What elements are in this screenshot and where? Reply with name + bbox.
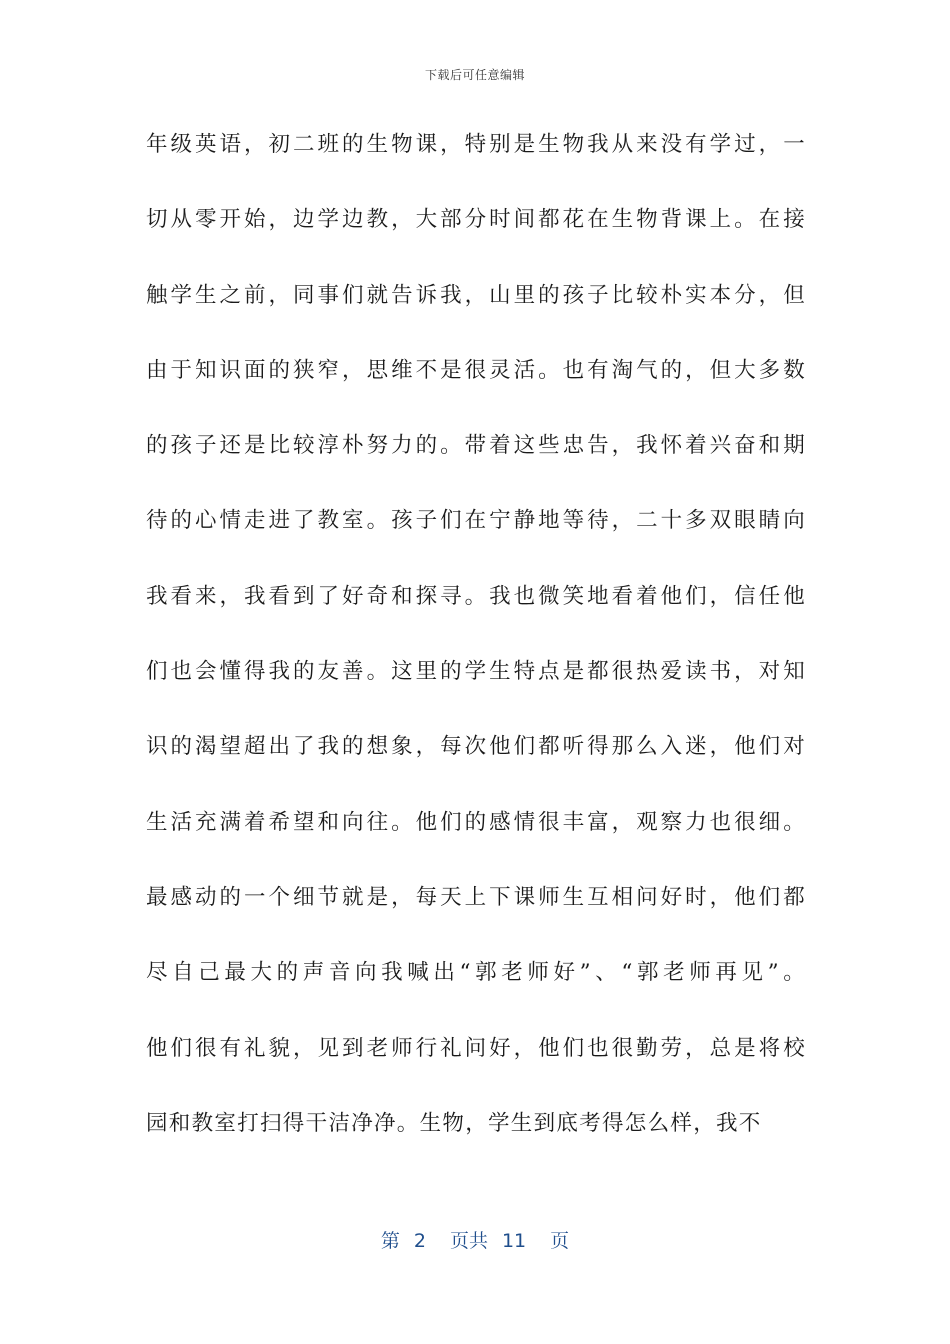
body-line-1: 年级英语，初二班的生物课，特别是生物我从来没有学过，一 <box>146 132 806 157</box>
body-line-7: 我看来，我看到了好奇和探寻。我也微笑地看着他们，信任他 <box>146 583 806 609</box>
body-line-4: 由于知识面的狭窄，思维不是很灵活。也有淘气的，但大多数 <box>146 357 806 383</box>
document-body <box>146 124 806 1178</box>
footer-total-pages: 11 <box>501 1230 527 1252</box>
body-line-6: 待的心情走进了教室。孩子们在宁静地等待，二十多双眼睛向 <box>146 508 806 534</box>
page-footer <box>0 1226 950 1253</box>
body-line-10: 生活充满着希望和向往。他们的感情很丰富，观察力也很细。 <box>146 809 806 835</box>
body-line-13: 他们很有礼貌，见到老师行礼问好，他们也很勤劳，总是将校 <box>146 1035 806 1061</box>
body-line-3: 触学生之前，同事们就告诉我，山里的孩子比较朴实本分，但 <box>146 282 806 308</box>
body-line-9: 识的渴望超出了我的想象，每次他们都听得那么入迷，他们对 <box>146 734 806 760</box>
body-line-2: 切从零开始，边学边教，大部分时间都花在生物背课上。在接 <box>146 207 806 233</box>
body-line-5: 的孩子还是比较淳朴努力的。带着这些忠告，我怀着兴奋和期 <box>146 433 806 459</box>
footer-middle: 页共 <box>449 1230 488 1252</box>
footer-prefix: 第 <box>380 1230 400 1252</box>
body-line-12: 尽自己最大的声音向我喊出“郭老师好”、“郭老师再见”。 <box>146 960 806 986</box>
body-line-8: 们也会懂得我的友善。这里的学生特点是都很热爱读书，对知 <box>146 659 806 685</box>
footer-current-page: 2 <box>413 1230 426 1252</box>
footer-suffix: 页 <box>550 1230 570 1252</box>
page-header-note: 下载后可任意编辑 <box>424 68 525 82</box>
body-line-11: 最感动的一个细节就是，每天上下课师生互相问好时，他们都 <box>146 884 806 910</box>
body-line-14: 园和教室打扫得干洁净净。生物，学生到底考得怎么样，我不 <box>146 1110 762 1136</box>
